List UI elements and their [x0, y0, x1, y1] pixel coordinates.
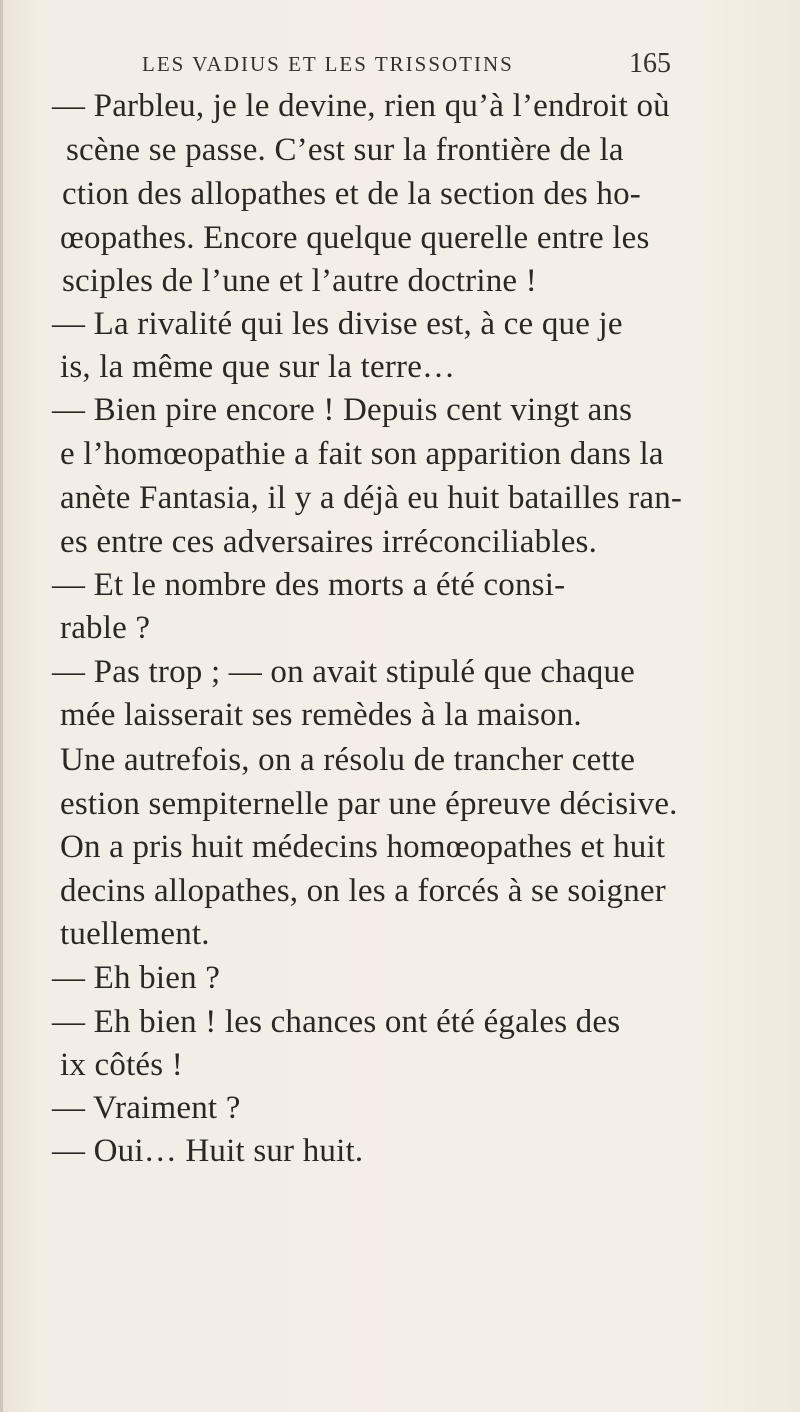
text-line: — Bien pire encore ! Depuis cent vingt ans [52, 392, 633, 428]
text-line: — Parbleu, je le devine, rien qu’à l’endroit où [52, 88, 670, 124]
text-line: sciples de l’une et l’autre doctrine ! [62, 263, 537, 299]
text-line: ix côtés ! [60, 1047, 183, 1083]
text-line: ction des allopathes et de la section des ho- [62, 176, 641, 212]
text-line: es entre ces adversaires irréconciliables. [60, 524, 598, 560]
page-number: 165 [629, 48, 671, 79]
page-header [0, 48, 800, 82]
page-left-edge [0, 0, 3, 1412]
text-line: Une autrefois, on a résolu de trancher cette [60, 742, 636, 778]
text-line: is, la même que sur la terre… [60, 349, 456, 385]
text-line: — Et le nombre des morts a été consi- [52, 567, 566, 603]
text-line: scène se passe. C’est sur la frontière de la [66, 132, 624, 168]
text-line: tuellement. [60, 916, 210, 952]
running-title: LES VADIUS ET LES TRISSOTINS [142, 52, 514, 76]
text-line: — Eh bien ! les chances ont été égales des [52, 1004, 621, 1040]
text-line: mée laisserait ses remèdes à la maison. [60, 697, 582, 733]
text-line: decins allopathes, on les a forcés à se soigner [60, 873, 666, 909]
text-line: — Eh bien ? [52, 960, 221, 996]
text-line: — Pas trop ; — on avait stipulé que chaque [52, 654, 636, 690]
text-line: e l’homœopathie a fait son apparition dans la [60, 436, 664, 472]
text-line: estion sempiternelle par une épreuve décisive. [60, 786, 678, 822]
text-line: œopathes. Encore quelque querelle entre les [60, 220, 650, 256]
text-line: anète Fantasia, il y a déjà eu huit batailles ran- [60, 480, 683, 516]
text-line: rable ? [60, 610, 151, 646]
text-line: — La rivalité qui les divise est, à ce que je [52, 306, 623, 342]
text-line: — Oui… Huit sur huit. [52, 1133, 364, 1169]
text-line: On a pris huit médecins homœopathes et huit [60, 829, 666, 865]
text-line: — Vraiment ? [52, 1090, 241, 1126]
